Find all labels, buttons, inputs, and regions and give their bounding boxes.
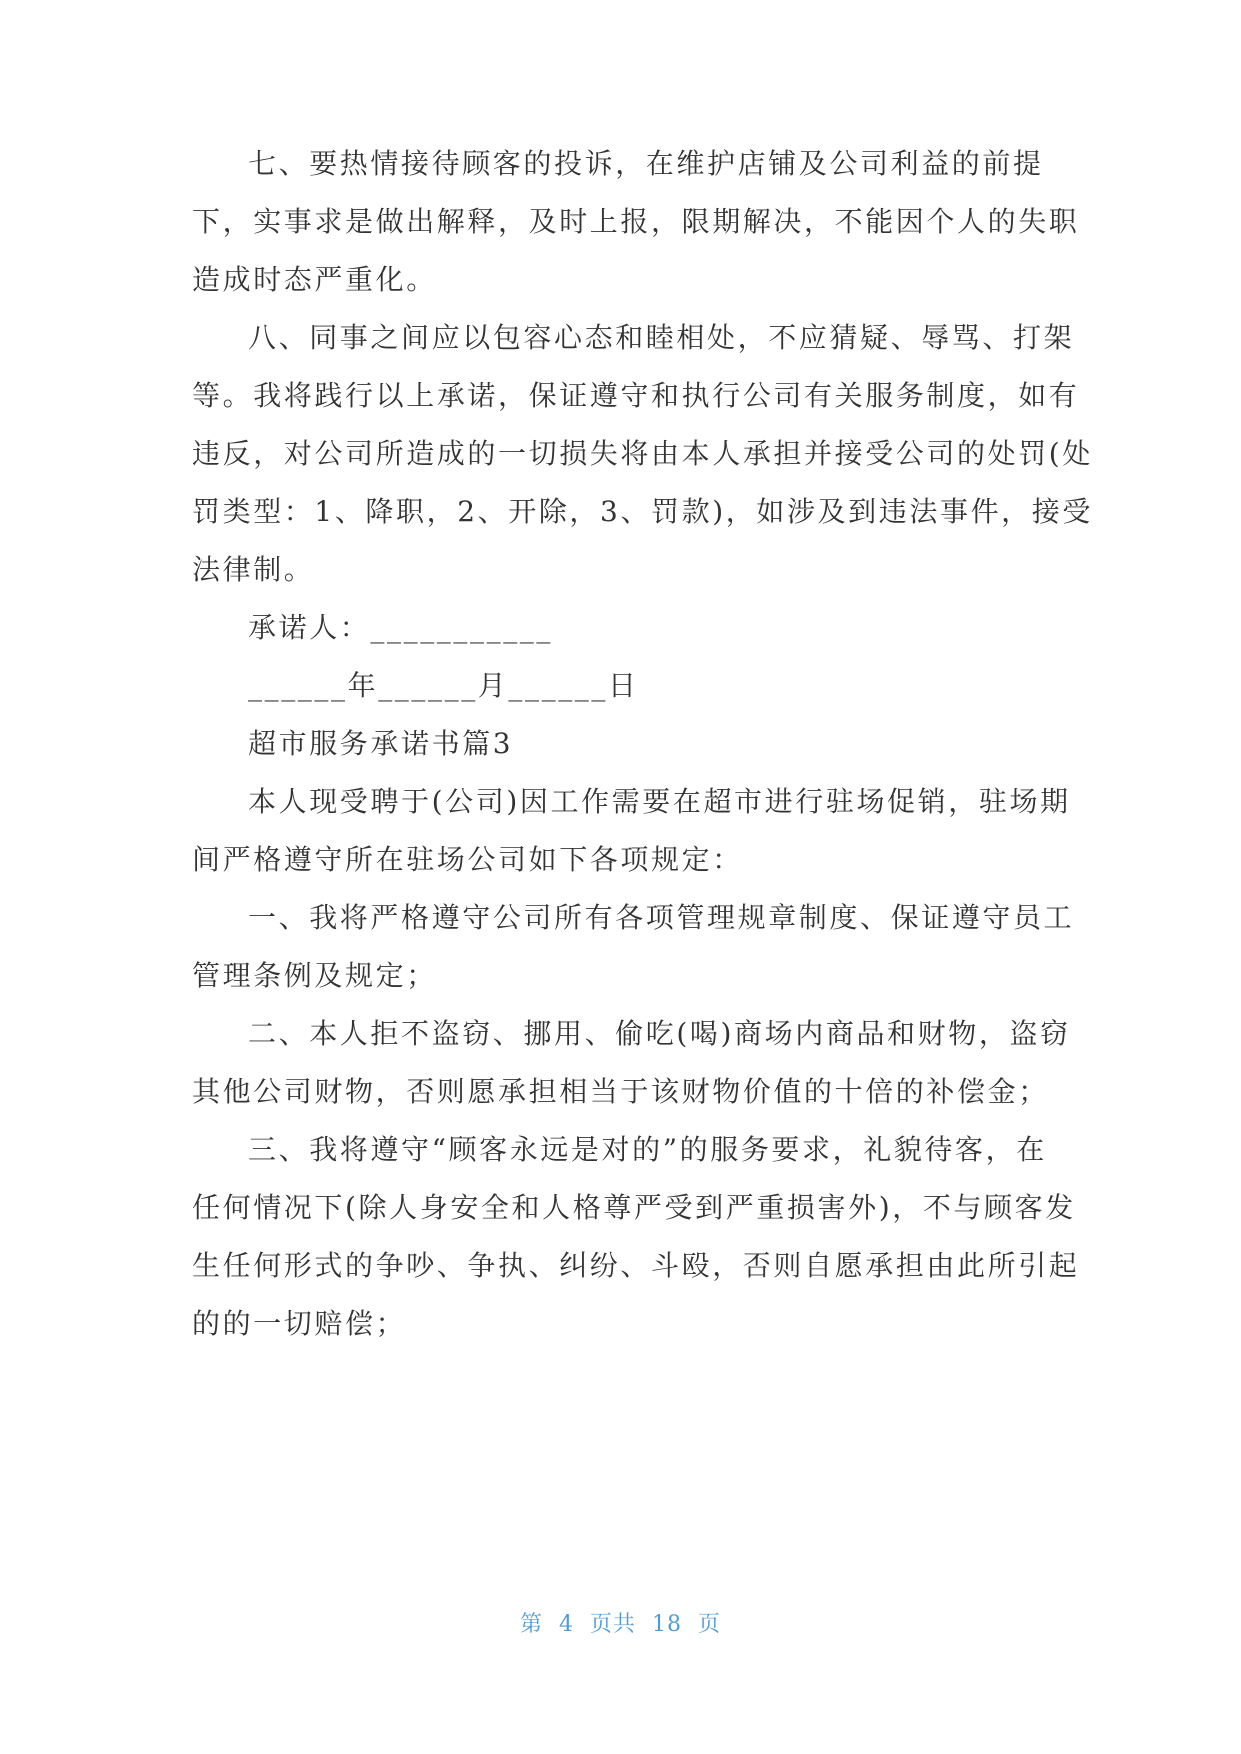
item-2-line-1: 二、本人拒不盗窃、挪用、偷吃(喝)商场内商品和财物，盗窃 xyxy=(248,1017,1071,1050)
item-3-line-4: 的的一切赔偿； xyxy=(192,1307,407,1340)
item-1-line-1: 一、我将严格遵守公司所有各项管理规章制度、保证遵守员工 xyxy=(248,901,1075,934)
item-1-line-2: 管理条例及规定； xyxy=(192,959,437,992)
intro-line-2: 间严格遵守所在驻场公司如下各项规定： xyxy=(192,843,743,876)
promisor-signature-line: 承诺人：___________ xyxy=(248,611,554,644)
item-3-line-3: 生任何形式的争吵、争执、纠纷、斗殴，否则自愿承担由此所引起 xyxy=(192,1249,1080,1282)
paragraph-7-line-1: 七、要热情接待顾客的投诉，在维护店铺及公司利益的前提 xyxy=(248,147,1044,180)
item-3-line-2: 任何情况下(除人身安全和人格尊严受到严重损害外)，不与顾客发 xyxy=(192,1191,1076,1224)
date-line: ______年______月______日 xyxy=(248,669,639,702)
paragraph-7-line-2: 下，实事求是做出解释，及时上报，限期解决，不能因个人的失职 xyxy=(192,205,1080,238)
paragraph-8-line-5: 法律制。 xyxy=(192,553,315,586)
paragraph-8-line-4: 罚类型：1、降职，2、开除，3、罚款)，如涉及到违法事件，接受 xyxy=(192,495,1093,528)
item-2-line-2: 其他公司财物，否则愿承担相当于该财物价值的十倍的补偿金； xyxy=(192,1075,1049,1108)
paragraph-7-line-3: 造成时态严重化。 xyxy=(192,263,437,296)
paragraph-8-line-1: 八、同事之间应以包容心态和睦相处，不应猜疑、辱骂、打架 xyxy=(248,321,1075,354)
section-heading: 超市服务承诺书篇3 xyxy=(248,727,514,760)
page-number-footer: 第 4 页共 18 页 xyxy=(520,1612,721,1637)
paragraph-8-line-3: 违反，对公司所造成的一切损失将由本人承担并接受公司的处罚(处 xyxy=(192,437,1093,470)
item-3-line-1: 三、我将遵守“顾客永远是对的”的服务要求，礼貌待客，在 xyxy=(248,1133,1047,1166)
paragraph-8-line-2: 等。我将践行以上承诺，保证遵守和执行公司有关服务制度，如有 xyxy=(192,379,1080,412)
intro-line-1: 本人现受聘于(公司)因工作需要在超市进行驻场促销，驻场期 xyxy=(248,785,1071,818)
